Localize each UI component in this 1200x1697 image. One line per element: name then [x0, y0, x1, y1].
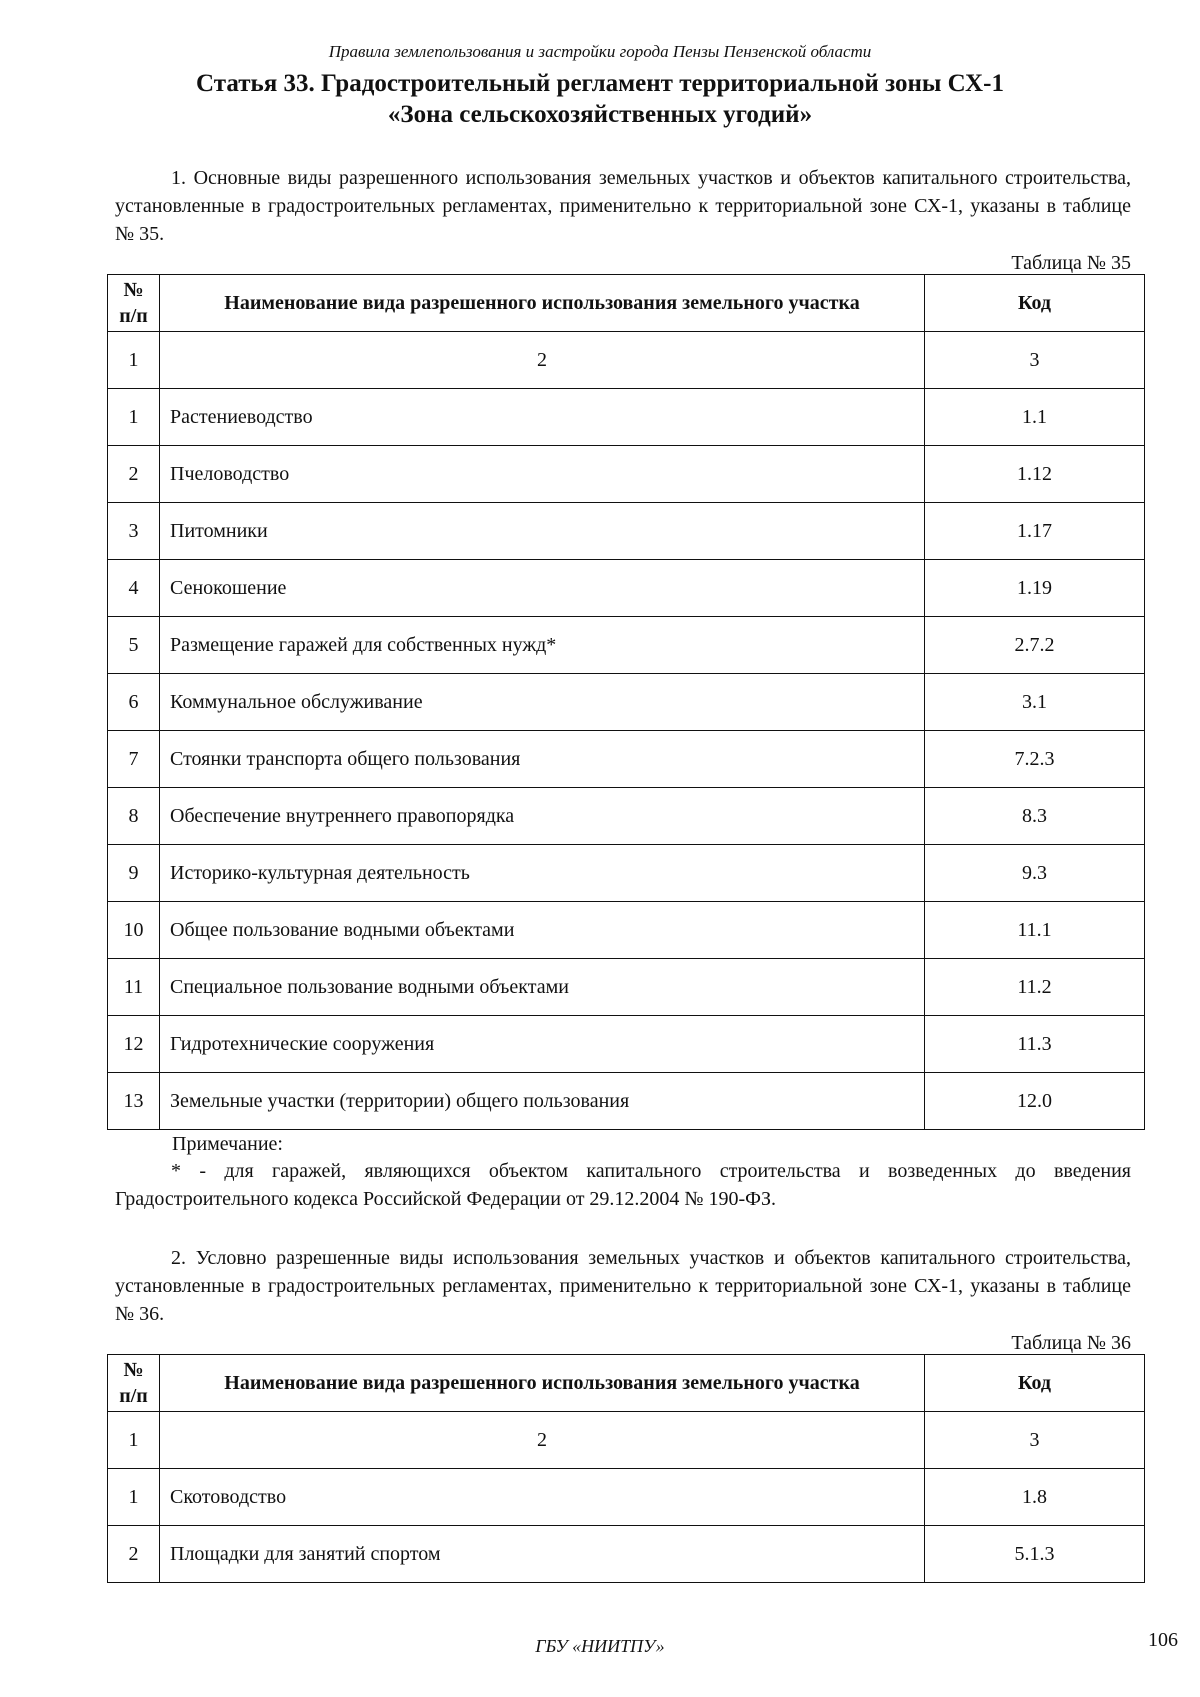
table-row — [108, 1016, 1145, 1073]
row-number: 2 — [108, 446, 160, 503]
table-row — [108, 902, 1145, 959]
row-number: 10 — [108, 902, 160, 959]
table-36-body — [108, 1469, 1145, 1583]
table-row — [108, 959, 1145, 1016]
row-name: Размещение гаражей для собственных нужд* — [160, 617, 925, 674]
header-num: № п/п — [108, 1355, 160, 1412]
note-title: Примечание: — [172, 1133, 283, 1155]
row-number: 8 — [108, 788, 160, 845]
row-code: 1.12 — [925, 446, 1145, 503]
table-row — [108, 1073, 1145, 1130]
header-num: № п/п — [108, 275, 160, 332]
row-name: Общее пользование водными объектами — [160, 902, 925, 959]
row-code: 7.2.3 — [925, 731, 1145, 788]
table-35-caption: Таблица № 35 — [1011, 252, 1131, 274]
row-name: Стоянки транспорта общего пользования — [160, 731, 925, 788]
index-cell: 3 — [925, 1412, 1145, 1469]
row-name: Обеспечение внутреннего правопорядка — [160, 788, 925, 845]
table-row — [108, 446, 1145, 503]
table-36-caption: Таблица № 36 — [1011, 1332, 1131, 1354]
table-35 — [107, 274, 1145, 1130]
row-code: 1.17 — [925, 503, 1145, 560]
row-name: Сенокошение — [160, 560, 925, 617]
row-name: Гидротехнические сооружения — [160, 1016, 925, 1073]
row-number: 13 — [108, 1073, 160, 1130]
row-code: 1.1 — [925, 389, 1145, 446]
row-number: 7 — [108, 731, 160, 788]
table-35-body — [108, 389, 1145, 1130]
row-code: 3.1 — [925, 674, 1145, 731]
table-row — [108, 674, 1145, 731]
index-cell: 1 — [108, 332, 160, 389]
table-row — [108, 1469, 1145, 1526]
table-header-row — [108, 1355, 1145, 1412]
row-code: 8.3 — [925, 788, 1145, 845]
row-name: Площадки для занятий спортом — [160, 1526, 925, 1583]
header-code: Код — [925, 275, 1145, 332]
table-row — [108, 1526, 1145, 1583]
row-number: 6 — [108, 674, 160, 731]
article-title-line2: «Зона сельскохозяйственных угодий» — [387, 101, 813, 128]
row-name: Растениеводство — [160, 389, 925, 446]
row-number: 5 — [108, 617, 160, 674]
section-1-text: 1. Основные виды разрешенного использования земельных участков и объектов капитального строительства, установленные в градостроительных регламентах, применительно к территориальной зоне СХ-1, указаны в таблице № 35. — [115, 167, 1131, 245]
row-code: 1.19 — [925, 560, 1145, 617]
table-36 — [107, 1354, 1145, 1583]
row-number: 9 — [108, 845, 160, 902]
row-code: 12.0 — [925, 1073, 1145, 1130]
table-index-row — [108, 332, 1145, 389]
page-number: 106 — [1148, 1629, 1178, 1651]
row-number: 11 — [108, 959, 160, 1016]
row-name: Земельные участки (территории) общего пользования — [160, 1073, 925, 1130]
table-row — [108, 617, 1145, 674]
note-text: * - для гаражей, являющихся объектом капитального строительства и возведенных до введения Градостроительного кодекса Российской Федерации от 29.12.2004 № 190-ФЗ. — [115, 1160, 1131, 1210]
row-number: 4 — [108, 560, 160, 617]
running-header: Правила землепользования и застройки города Пензы Пензенской области — [328, 42, 872, 61]
row-name: Коммунальное обслуживание — [160, 674, 925, 731]
table-row — [108, 389, 1145, 446]
table-row — [108, 788, 1145, 845]
header-name: Наименование вида разрешенного использования земельного участка — [160, 275, 925, 332]
row-name: Историко-культурная деятельность — [160, 845, 925, 902]
row-code: 1.8 — [925, 1469, 1145, 1526]
index-cell: 2 — [160, 1412, 925, 1469]
table-row — [108, 845, 1145, 902]
article-title — [100, 68, 1100, 130]
index-cell: 1 — [108, 1412, 160, 1469]
row-code: 11.1 — [925, 902, 1145, 959]
row-name: Питомники — [160, 503, 925, 560]
row-name: Специальное пользование водными объектами — [160, 959, 925, 1016]
table-row — [108, 731, 1145, 788]
row-number: 1 — [108, 389, 160, 446]
row-number: 12 — [108, 1016, 160, 1073]
row-code: 9.3 — [925, 845, 1145, 902]
row-number: 2 — [108, 1526, 160, 1583]
row-name: Пчеловодство — [160, 446, 925, 503]
section-2-text: 2. Условно разрешенные виды использования земельных участков и объектов капитального строительства, установленные в градостроительных регламентах, применительно к территориальной зоне СХ-1, указаны в таблице № 36. — [115, 1247, 1131, 1325]
footer-organization: ГБУ «НИИТПУ» — [535, 1636, 665, 1656]
table-header-row — [108, 275, 1145, 332]
row-name: Скотоводство — [160, 1469, 925, 1526]
row-code: 5.1.3 — [925, 1526, 1145, 1583]
row-code: 11.2 — [925, 959, 1145, 1016]
index-cell: 3 — [925, 332, 1145, 389]
row-code: 11.3 — [925, 1016, 1145, 1073]
header-name: Наименование вида разрешенного использования земельного участка — [160, 1355, 925, 1412]
table-row — [108, 503, 1145, 560]
table-index-row — [108, 1412, 1145, 1469]
row-number: 1 — [108, 1469, 160, 1526]
index-cell: 2 — [160, 332, 925, 389]
article-title-line1: Статья 33. Градостроительный регламент территориальной зоны СХ-1 — [196, 70, 1004, 97]
header-code: Код — [925, 1355, 1145, 1412]
row-number: 3 — [108, 503, 160, 560]
row-code: 2.7.2 — [925, 617, 1145, 674]
table-row — [108, 560, 1145, 617]
